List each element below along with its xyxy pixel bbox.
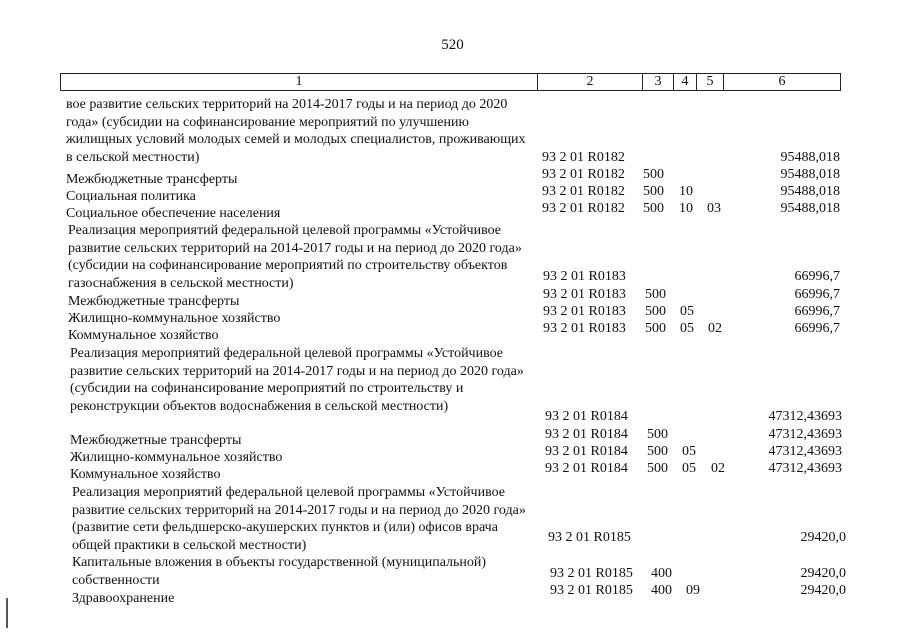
row-code: 93 2 01 R0184 [545, 444, 628, 459]
row-col3: 500 [647, 444, 668, 459]
row-name: Жилищно-коммунальное хозяйство [68, 311, 281, 326]
row-name: Социальная политика [66, 189, 196, 204]
row-amount: 95488,018 [780, 201, 840, 216]
row-name: Коммунальное хозяйство [68, 328, 219, 343]
row-name: Реализация мероприятий федеральной целевой программы «Устойчивое развитие сельских территорий на 2014-2017 годы и на период до 2020 года» (развитие сети фельдшерско-акушерских пунктов и (или) офисов врача общей практики в сельской местности) [72, 485, 526, 553]
row-name: Здравоохранение [72, 591, 175, 606]
row-name: Реализация мероприятий федеральной целевой программы «Устойчивое развитие сельских территорий на 2014-2017 годы и на период до 2020 года» (субсидии на софинансирование мероприятий по строительству и реконструкции объектов водоснабжения в сельской местности) [70, 346, 524, 414]
row-amount: 95488,018 [780, 184, 840, 199]
row-code: 93 2 01 R0185 [550, 583, 633, 598]
page-number: 520 [441, 37, 464, 53]
row-code: 93 2 01 R0182 [542, 167, 625, 182]
row-name: Межбюджетные трансферты [66, 172, 238, 187]
row-code: 93 2 01 R0183 [543, 321, 626, 336]
row-amount: 66996,7 [794, 321, 840, 336]
row-amount: 47312,43693 [768, 427, 842, 442]
row-col3: 500 [643, 201, 664, 216]
row-col3: 500 [645, 304, 666, 319]
row-amount: 66996,7 [794, 287, 840, 302]
row-code: 93 2 01 R0184 [545, 427, 628, 442]
column-header-5: 5 [697, 74, 724, 91]
row-code: 93 2 01 R0185 [548, 530, 631, 545]
row-col5: 02 [708, 321, 722, 336]
row-amount: 47312,43693 [768, 444, 842, 459]
row-code: 93 2 01 R0184 [545, 409, 628, 424]
row-amount: 29420,0 [800, 530, 846, 545]
row-amount: 95488,018 [780, 167, 840, 182]
row-col3: 500 [645, 287, 666, 302]
row-name: вое развитие сельских территорий на 2014-2017 годы и на период до 2020 года» (субсидии на софинансирование мероприятий по улучшению жилищных условий молодых семей и молодых специалистов, проживающих в сельской местности) [66, 97, 526, 165]
row-col4: 10 [679, 184, 693, 199]
row-col3: 500 [647, 427, 668, 442]
row-amount: 95488,018 [780, 150, 840, 165]
row-col3: 500 [643, 184, 664, 199]
row-amount: 47312,43693 [768, 461, 842, 476]
scan-edge-mark [6, 598, 8, 628]
row-name: Межбюджетные трансферты [68, 294, 240, 309]
row-col3: 500 [647, 461, 668, 476]
column-header-4: 4 [674, 74, 697, 91]
row-col5: 02 [711, 461, 725, 476]
row-col3: 400 [651, 583, 672, 598]
row-amount: 29420,0 [800, 566, 846, 581]
row-col5: 03 [707, 201, 721, 216]
row-col4: 05 [682, 444, 696, 459]
column-header-3: 3 [643, 74, 674, 91]
row-col4: 05 [680, 304, 694, 319]
row-col4: 10 [679, 201, 693, 216]
row-col3: 400 [651, 566, 672, 581]
row-amount: 66996,7 [794, 269, 840, 284]
row-code: 93 2 01 R0182 [542, 184, 625, 199]
row-amount: 47312,43693 [768, 409, 842, 424]
row-code: 93 2 01 R0183 [543, 304, 626, 319]
row-code: 93 2 01 R0182 [542, 150, 625, 165]
row-col4: 05 [680, 321, 694, 336]
column-header-1: 1 [61, 74, 538, 91]
column-header-2: 2 [538, 74, 643, 91]
row-name: Межбюджетные трансферты [70, 433, 242, 448]
row-name: Капитальные вложения в объекты государственной (муниципальной) собственности [72, 555, 487, 588]
row-col3: 500 [643, 167, 664, 182]
column-header-6: 6 [724, 74, 841, 91]
row-col3: 500 [645, 321, 666, 336]
row-name: Жилищно-коммунальное хозяйство [70, 450, 283, 465]
row-amount: 29420,0 [800, 583, 846, 598]
row-code: 93 2 01 R0184 [545, 461, 628, 476]
row-code: 93 2 01 R0183 [543, 287, 626, 302]
row-name: Социальное обеспечение населения [66, 206, 281, 221]
row-code: 93 2 01 R0185 [550, 566, 633, 581]
row-name: Коммунальное хозяйство [70, 467, 221, 482]
row-col4: 05 [682, 461, 696, 476]
row-name: Реализация мероприятий федеральной целевой программы «Устойчивое развитие сельских территорий на 2014-2017 годы и на период до 2020 года» (субсидии на софинансирование мероприятий по строительству объектов газоснабжения в сельской местности) [68, 223, 522, 291]
row-code: 93 2 01 R0183 [543, 269, 626, 284]
row-code: 93 2 01 R0182 [542, 201, 625, 216]
row-col4: 09 [686, 583, 700, 598]
row-amount: 66996,7 [794, 304, 840, 319]
